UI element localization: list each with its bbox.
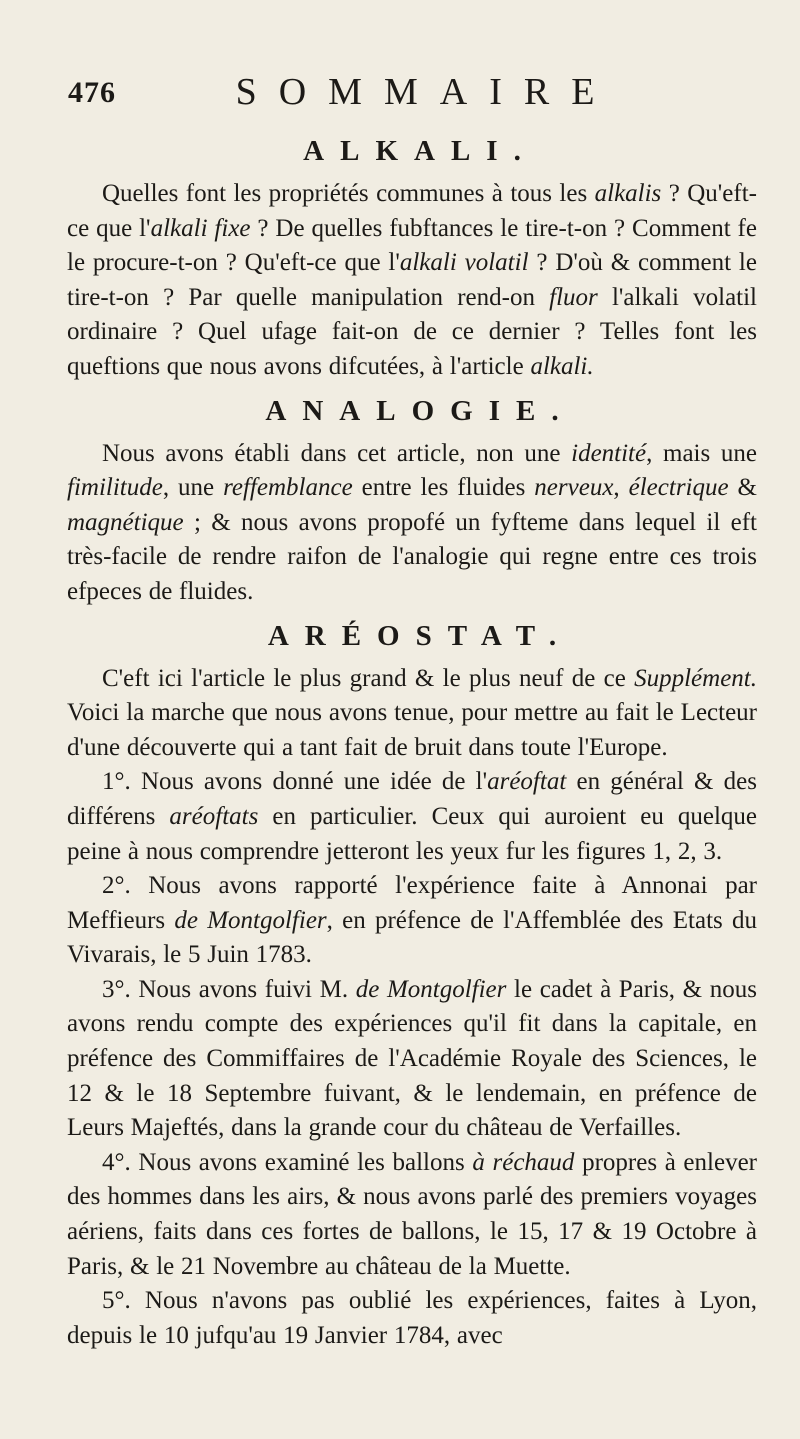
italic-text: électrique [628, 474, 729, 502]
text-run: , [613, 474, 629, 502]
text-run: en général & des différens [67, 768, 757, 830]
running-title: SOMMAIRE [235, 71, 617, 113]
italic-text: alkali volatil [399, 249, 529, 277]
italic-text: alkalis [594, 180, 662, 207]
italic-text: fluor [549, 283, 598, 311]
italic-text: fimilitude [67, 474, 163, 502]
section-paragraph [67, 662, 757, 766]
italic-text: de Montgolfier [355, 975, 507, 1003]
section-paragraph [67, 869, 757, 973]
text-run: , en préfence de l'Affemblée des Etats du Vivarais, le 5 Juin 1783. [67, 906, 758, 969]
running-head [0, 70, 800, 118]
text-run: 2°. Nous avons rapporté l'expérience faite à Annonai par Meffieurs [67, 872, 757, 934]
text-run: le cadet à Paris, & nous avons rendu compte des expériences qu'il fit dans la capitale, en préfence des Commiffaires de l'Académie Royale des Sciences, le 12 & le 18 Septembre fuivant, & le lendemain, en préfence de Leurs Majeftés, dans la grande cour du château de Verfailles. [67, 975, 757, 1142]
section-title: ALKALI. [303, 135, 537, 167]
text-run: Voici la marche que nous avons tenue, pour mettre au fait le Lecteur d'une découverte qui a tant fait de bruit dans toute l'Europe. [67, 699, 757, 761]
text-run: ? D'où & comment le tire-t-on ? Par quelle manipulation rend-on [67, 249, 757, 311]
italic-text: magnétique [67, 508, 184, 536]
text-run: l'alkali volatil ordinaire ? Quel ufage fait-on de ce dernier ? Telles font les queftions que nous avons difcutées, à l'article [67, 283, 757, 380]
text-run: , une [162, 474, 224, 502]
text-run: Nous avons établi dans cet article, non une [102, 439, 572, 467]
italic-text: Supplément. [634, 664, 757, 692]
text-run: , mais une [646, 439, 757, 467]
text-run: propres à enlever des hommes dans les airs, & nous avons parlé des premiers voyages aériens, faits dans ces fortes de ballons, le 15, 17 & 19 Octobre à Paris, & le 21 Novembre au château de la Muette. [67, 1148, 757, 1280]
italic-text: aréoftat [487, 768, 567, 796]
italic-text: de Montgolfier [174, 906, 327, 934]
text-run: 1°. Nous avons donné une idée de l' [102, 768, 488, 796]
italic-text: identité [571, 439, 647, 467]
section-paragraph [67, 973, 757, 1146]
article-section [67, 385, 757, 610]
text-run: 4°. Nous avons examiné les ballons [102, 1148, 473, 1176]
text-run: entre les fluides [352, 474, 535, 502]
section-paragraph [67, 1284, 757, 1353]
section-paragraph [67, 765, 757, 869]
italic-text: aréoftats [169, 802, 259, 830]
section-paragraph [67, 1146, 757, 1284]
page-content [67, 125, 757, 1353]
italic-text: à réchaud [472, 1148, 575, 1176]
text-run: ? Qu'eft-ce que l' [67, 180, 757, 242]
section-paragraph [67, 437, 757, 610]
italic-text: nerveux [534, 474, 614, 502]
text-run: Quelles font les propriétés communes à tous les [102, 180, 595, 207]
section-paragraph [67, 177, 757, 385]
text-run: 3°. Nous avons fuivi M. [102, 975, 356, 1003]
section-title: ANALOGIE. [265, 394, 575, 427]
text-run: 5°. Nous n'avons pas oublié les expériences, faites à Lyon, depuis le 10 jufqu'au 19 Janvier 1784, avec [67, 1287, 757, 1349]
italic-text: alkali. [530, 352, 594, 380]
article-section [67, 125, 757, 385]
italic-text: reffemblance [223, 474, 353, 502]
article-section [67, 610, 757, 1354]
page-number: 476 [68, 76, 116, 109]
text-run: C'eft ici l'article le plus grand & le plus neuf de ce [102, 664, 635, 692]
text-run: & [728, 474, 757, 502]
text-run: en particulier. Ceux qui auroient eu quelque peine à nous comprendre jetteront les yeux fur les figures 1, 2, 3. [67, 802, 757, 865]
text-run: ; & nous avons propofé un fyfteme dans lequel il eft très-facile de rendre raifon de l'analogie qui regne entre ces trois efpeces de fluides. [67, 508, 757, 605]
italic-text: alkali fixe [150, 214, 251, 242]
section-title: ARÉOSTAT. [267, 619, 573, 652]
text-run: ? De quelles fubftances le tire-t-on ? Comment fe le procure-t-on ? Qu'eft-ce que l' [67, 214, 757, 277]
